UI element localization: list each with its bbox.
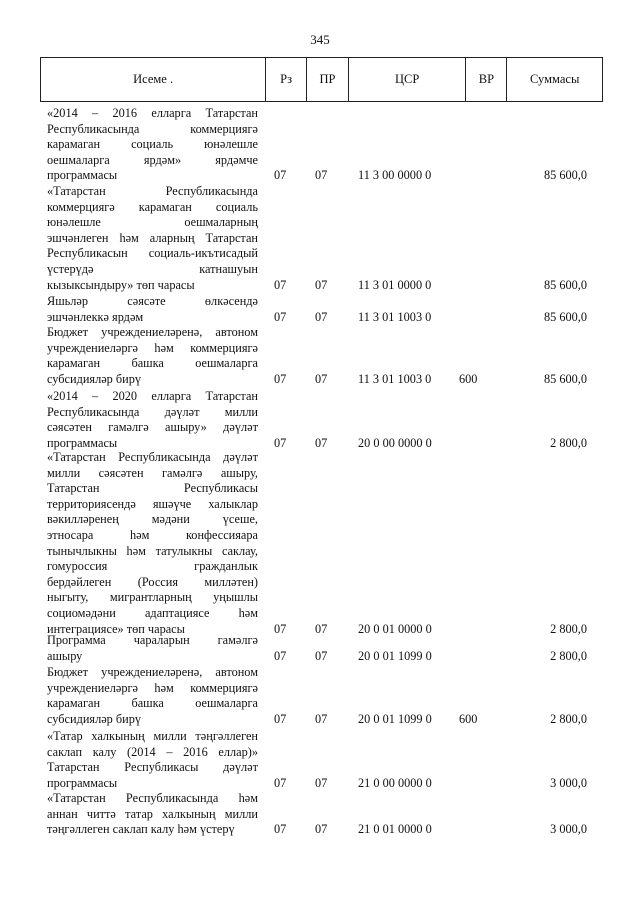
row-pr: 07 [315,822,328,837]
row-name-line: вәкилләренең мәдәни үсеше, [47,512,258,527]
row-name-line: саклап калу (2014 – 2016 еллар)» [47,744,258,759]
row-pr: 07 [315,435,328,450]
row-csr: 21 0 01 0000 0 [358,822,432,837]
row-name-line: карамаган башка оешмаларга [47,696,258,711]
header-sum: Суммасы [530,72,580,86]
row-name-line: тынычлыкны һәм татулыкны саклау, [47,543,258,558]
row-name-line: интеграциясе» төп чарасы [47,621,185,636]
row-name-line: коммерциягә карамаган социаль [47,199,258,214]
row-name [47,791,258,838]
row-pr: 07 [315,621,328,636]
row-name-line: ныгыту, мигрантларның уңышлы [47,590,258,605]
row-sum: 2 800,0 [550,711,587,726]
row-pr: 07 [315,775,328,790]
row-csr: 11 3 01 1003 0 [358,371,432,386]
header-pr: ПР [307,58,349,101]
row-name [47,665,258,727]
row-sum: 3 000,0 [550,775,587,790]
row-sum: 85 600,0 [543,371,587,386]
row-name [47,450,258,637]
row-name-line: кызыксындыру» төп чарасы [47,277,195,292]
row-name-line: аннан читтә татар халкының милли [47,806,258,821]
row-pr: 07 [315,277,328,292]
row-pr: 07 [315,371,328,386]
row-name-line: бердәйлеген (Россия милләтен) [47,574,258,589]
row-name [47,729,258,791]
row-name-line: учреждениеләргә һәм коммерциягә [47,340,258,355]
row-rz: 07 [274,168,287,183]
row-name-line: субсидияләр бирү [47,711,142,726]
row-name [47,325,258,387]
row-csr: 20 0 00 0000 0 [358,435,432,450]
row-vr: 600 [459,711,478,726]
row-name-line: юнәлешле оешмаларның [47,215,258,230]
header-name: Исеме . [41,58,266,101]
row-name-line: этносара һәм конфессияара [47,527,258,542]
row-name-line: Республикасын социаль-икътисадый [47,246,258,261]
row-name-line: карамаган социаль юнәлешле [47,137,258,152]
row-name-line: оешмаларга ярдәм» ярдәмче [47,152,258,167]
row-name-line: Республикасында дәүләт милли [47,404,258,419]
row-sum: 85 600,0 [543,168,587,183]
row-rz: 07 [274,711,287,726]
row-csr: 11 3 00 0000 0 [358,168,432,183]
row-name-line: «2014 – 2020 елларга Татарстан [47,389,258,403]
header-rz: Рз [266,58,307,101]
row-name-line: үстерүдә катнашуын [47,261,258,276]
row-name-line: «Татарстан Республикасында һәм [47,791,258,805]
row-csr: 11 3 01 0000 0 [358,277,432,292]
row-name-line: Программа чараларын гамәлгә [47,633,258,647]
row-rz: 07 [274,309,287,324]
row-csr: 20 0 01 1099 0 [358,648,432,663]
row-rz: 07 [274,621,287,636]
row-name-line: социомәдәни адаптациясе һәм [47,605,258,620]
row-sum: 2 800,0 [550,648,587,663]
row-name-line: территориясендә яшәүче халыклар [47,496,258,511]
row-rz: 07 [274,822,287,837]
table-header [40,57,603,102]
row-name-line: Республикасында коммерциягә [47,121,258,136]
row-name-line: эшчәнлеген һәм аларның Татарстан [47,230,258,245]
row-pr: 07 [315,648,328,663]
row-name [47,389,258,451]
page-number: 345 [310,32,330,47]
row-csr: 21 0 00 0000 0 [358,775,432,790]
row-name-line: карамаган башка оешмаларга [47,356,258,371]
row-name-line: «Татарстан Республикасында [47,184,258,198]
row-name-line: программасы [47,775,118,790]
row-sum: 3 000,0 [550,822,587,837]
row-name-line: «2014 – 2016 елларга Татарстан [47,106,258,120]
row-csr: 11 3 01 1003 0 [358,309,432,324]
row-pr: 07 [315,711,328,726]
header-csr: ЦСР [349,58,467,101]
row-sum: 2 800,0 [550,435,587,450]
row-name-line: Бюджет учреждениеләренә, автоном [47,325,258,339]
row-name-line: гомуроссия гражданлык [47,559,258,574]
row-name [47,184,258,293]
row-csr: 20 0 01 0000 0 [358,621,432,636]
header-vr: ВР [466,58,507,101]
row-name-line: программасы [47,435,118,450]
row-rz: 07 [274,775,287,790]
row-name-line: субсидияләр бирү [47,371,142,386]
row-sum: 85 600,0 [543,309,587,324]
row-name-line: Яшьләр сәясәте өлкәсендә [47,294,258,308]
row-rz: 07 [274,277,287,292]
row-csr: 20 0 01 1099 0 [358,711,432,726]
row-vr: 600 [459,371,478,386]
row-name-line: ашыру [47,648,83,663]
row-name-line: тәңгәллеген саклап калу һәм үстерү [47,822,235,837]
row-rz: 07 [274,648,287,663]
row-rz: 07 [274,435,287,450]
row-name-line: Татарстан Республикасы [47,481,258,496]
row-name [47,633,258,664]
row-name-line: «Татарстан Республикасында дәүләт [47,450,258,464]
row-sum: 2 800,0 [550,621,587,636]
row-name-line: Татарстан Республикасы дәүләт [47,760,258,775]
row-name-line: эшчәнлеккә ярдәм [47,309,144,324]
row-rz: 07 [274,371,287,386]
row-name [47,294,258,325]
row-pr: 07 [315,309,328,324]
row-name [47,106,258,184]
row-name-line: Бюджет учреждениеләренә, автоном [47,665,258,679]
row-name-line: милли сәясәтен гамәлгә ашыру, [47,465,258,480]
row-name-line: сәясәтен гамәлгә ашыру» дәүләт [47,420,258,435]
row-name-line: программасы [47,168,118,183]
row-sum: 85 600,0 [543,277,587,292]
row-pr: 07 [315,168,328,183]
row-name-line: «Татар халкының милли тәңгәллеген [47,729,258,743]
row-name-line: учреждениеләргә һәм коммерциягә [47,680,258,695]
